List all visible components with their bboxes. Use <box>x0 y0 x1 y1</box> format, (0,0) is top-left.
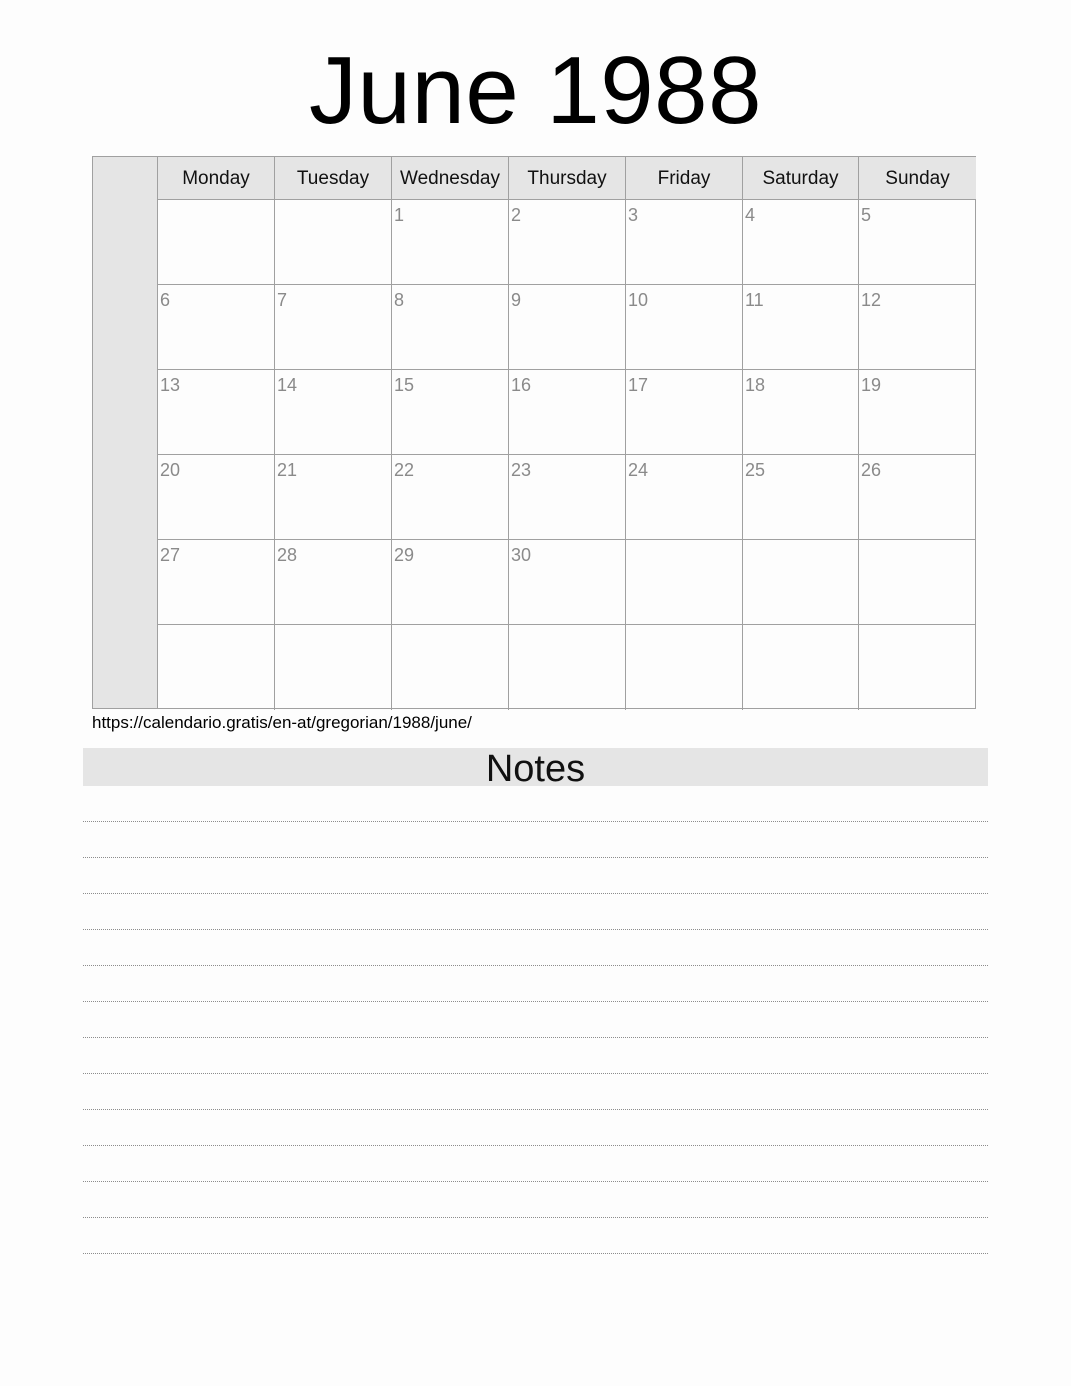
day-cell <box>743 540 859 625</box>
weekday-header-tuesday: Tuesday <box>275 157 392 200</box>
day-cell <box>509 370 626 455</box>
day-number: 6 <box>160 290 171 310</box>
note-line <box>83 1218 988 1254</box>
day-number: 9 <box>511 290 522 310</box>
note-line <box>83 1002 988 1038</box>
day-cell <box>626 625 743 710</box>
day-cell <box>158 455 275 540</box>
day-number: 12 <box>861 290 882 310</box>
day-cell <box>743 455 859 540</box>
day-cell <box>743 625 859 710</box>
day-number: 13 <box>160 375 181 395</box>
day-number: 4 <box>745 205 756 225</box>
day-cell <box>743 370 859 455</box>
day-number: 26 <box>861 460 882 480</box>
day-cell <box>743 200 859 285</box>
day-number: 1 <box>394 205 405 225</box>
day-cell <box>275 200 392 285</box>
day-number: 8 <box>394 290 405 310</box>
day-number: 7 <box>277 290 288 310</box>
day-cell <box>626 455 743 540</box>
day-cell <box>392 540 509 625</box>
day-cell <box>509 625 626 710</box>
source-url: https://calendario.gratis/en-at/gregorian/1988/june/ <box>92 713 472 732</box>
day-number: 25 <box>745 460 766 480</box>
day-cell <box>859 540 976 625</box>
day-cell <box>859 285 976 370</box>
note-line <box>83 1182 988 1218</box>
day-cell <box>509 540 626 625</box>
day-cell <box>743 285 859 370</box>
day-number: 28 <box>277 545 298 565</box>
note-line <box>83 786 988 822</box>
day-number: 16 <box>511 375 532 395</box>
day-cell <box>509 455 626 540</box>
day-number: 30 <box>511 545 532 565</box>
day-number: 11 <box>745 290 764 310</box>
day-number: 22 <box>394 460 415 480</box>
notes-lines <box>83 786 988 1254</box>
day-number: 15 <box>394 375 415 395</box>
day-cell <box>626 540 743 625</box>
day-cell <box>509 200 626 285</box>
day-cell <box>158 370 275 455</box>
day-number: 21 <box>277 460 298 480</box>
day-number: 24 <box>628 460 649 480</box>
day-cell <box>275 540 392 625</box>
day-cell <box>158 200 275 285</box>
day-number: 3 <box>628 205 639 225</box>
day-cell <box>626 285 743 370</box>
day-cell <box>626 200 743 285</box>
day-cell <box>158 625 275 710</box>
notes-heading: Notes <box>83 748 988 786</box>
note-line <box>83 1074 988 1110</box>
day-number: 19 <box>861 375 882 395</box>
day-cell <box>626 370 743 455</box>
day-cell <box>859 625 976 710</box>
calendar-title: June 1988 <box>309 37 762 144</box>
day-cell <box>392 455 509 540</box>
weekday-header-thursday: Thursday <box>509 157 626 200</box>
day-cell <box>392 200 509 285</box>
day-number: 18 <box>745 375 766 395</box>
day-number: 10 <box>628 290 649 310</box>
day-number: 29 <box>394 545 415 565</box>
day-number: 27 <box>160 545 181 565</box>
day-number: 5 <box>861 205 872 225</box>
day-cell <box>859 455 976 540</box>
note-line <box>83 930 988 966</box>
weekday-header-saturday: Saturday <box>743 157 859 200</box>
weekday-header-monday: Monday <box>158 157 275 200</box>
day-number: 20 <box>160 460 181 480</box>
day-number: 17 <box>628 375 649 395</box>
note-line <box>83 858 988 894</box>
day-cell <box>509 285 626 370</box>
day-cell <box>392 625 509 710</box>
day-cell <box>275 455 392 540</box>
day-cell <box>392 370 509 455</box>
day-cell <box>275 625 392 710</box>
day-cell <box>275 285 392 370</box>
day-number: 23 <box>511 460 532 480</box>
weekday-header-friday: Friday <box>626 157 743 200</box>
note-line <box>83 1110 988 1146</box>
note-line <box>83 966 988 1002</box>
note-line <box>83 822 988 858</box>
week-number-column <box>93 157 158 708</box>
note-line <box>83 1146 988 1182</box>
day-number: 14 <box>277 375 298 395</box>
note-line <box>83 1038 988 1074</box>
weekday-header-sunday: Sunday <box>859 157 976 200</box>
day-cell <box>859 200 976 285</box>
day-cell <box>275 370 392 455</box>
day-cell <box>859 370 976 455</box>
month-calendar-grid <box>92 156 976 709</box>
day-number: 2 <box>511 205 522 225</box>
weekday-header-wednesday: Wednesday <box>392 157 509 200</box>
day-cell <box>158 540 275 625</box>
day-cell <box>392 285 509 370</box>
calendar-days-grid <box>158 157 976 708</box>
day-cell <box>158 285 275 370</box>
note-line <box>83 894 988 930</box>
